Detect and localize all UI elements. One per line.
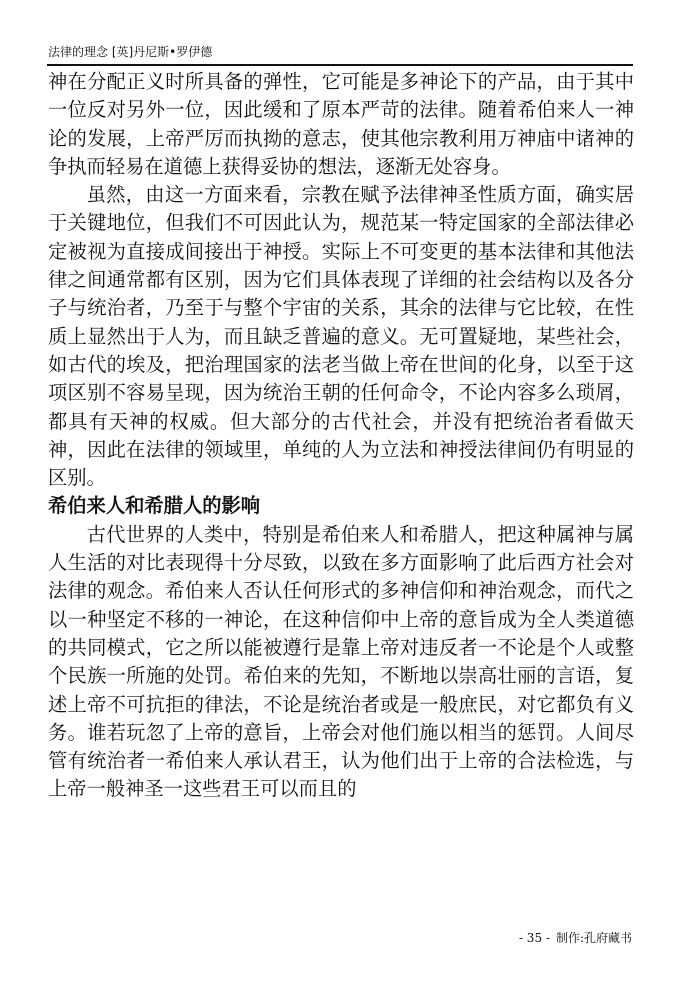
page-number: - 35 -	[518, 931, 550, 945]
paragraph: 虽然，由这一方面来看，宗教在赋予法律神圣性质方面，确实居于关键地位，但我们不可因此认为，规范某一特定国家的全部法律必定被视为直接成间接出于神授。实际上不可变更的基本法律和其他法律之间通常都有区别，因为它们具体表现了详细的社会结构以及各分子与统治者，乃至于与整个宇宙的关系，其余的法律与它比较，在性质上显然出于人为，而且缺乏普遍的意义。无可置疑地，某些社会，如古代的埃及，把治理国家的法老当做上帝在世间的化身，以至于这项区别不容易呈现，因为统治王朝的任何命令，不论内容多么琐屑，都具有天神的权威。但大部分的古代社会，并没有把统治者看做天神，因此在法律的领域里，单纯的人为立法和神授法律间仍有明显的区别。	[48, 183, 634, 490]
running-header: 法律的理念 [英]丹尼斯•罗伊德	[48, 45, 213, 59]
page-footer	[519, 930, 632, 946]
footer-credit: 制作:孔府藏书	[555, 931, 632, 945]
paragraph: 神在分配正义时所具备的弹性，它可能是多神论下的产品，由于其中一位反对另外一位，因此缓和了原本严苛的法律。随着希伯来人一神论的发展，上帝严厉而执拗的意志，使其他宗教利用万神庙中诸神的争执而轻易在道德上获得妥协的想法，逐渐无处容身。	[48, 70, 634, 178]
header-rule	[47, 64, 633, 66]
paragraph: 古代世界的人类中，特别是希伯来人和希腊人，把这种属神与属人生活的对比表现得十分尽致，以致在多方面影响了此后西方社会对法律的观念。希伯来人否认任何形式的多神信仰和神治观念，而代之以一种坚定不移的一神论，在这种信仰中上帝的意旨成为全人类道德的共同模式，它之所以能被遵行是靠上帝对违反者一不论是个人或整个民族一所施的处罚。希伯来的先知，不断地以崇高壮丽的言语，复述上帝不可抗拒的律法，不论是统治者或是一般庶民，对它都负有义务。谁若玩忽了上帝的意旨，上帝会对他们施以相当的惩罚。人间尽管有统治者一希伯来人承认君王，认为他们出于上帝的合法检选，与上帝一般神圣一这些君王可以而且的	[48, 522, 634, 801]
section-heading: 希伯来人和希腊人的影响	[48, 494, 261, 518]
body-text	[48, 68, 634, 804]
